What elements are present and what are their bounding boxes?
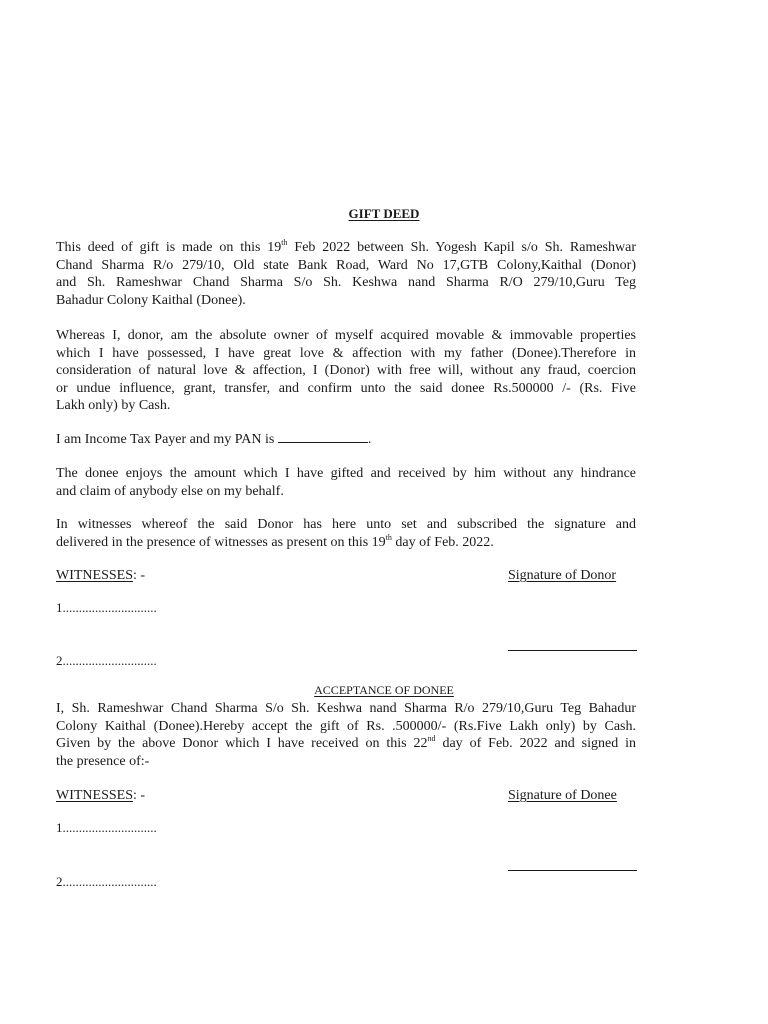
donor-signature-line xyxy=(508,650,637,651)
witnesses-row-donor: WITNESSES: - Signature of Donor xyxy=(56,568,617,583)
pan-statement: I am Income Tax Payer and my PAN is . xyxy=(56,432,372,447)
deed-paragraph-1: This deed of gift is made on this 19th Feb 2022 between Sh. Yogesh Kapil s/o Sh. Rameshwar Chand Sharma R/o 279/10, Old state Bank Road, Ward No 17,GTB Colony,Kaithal (Donor) and Sh. Rameshwar Chand Sharma S/o Sh. Keshwa nand Sharma R/O 279/10,Guru Teg Bahadur Colony Kaithal (Donee). xyxy=(56,238,636,308)
donee-signature-line xyxy=(508,870,637,871)
witness-line-1: 1............................. xyxy=(56,820,157,835)
witnesses-label: WITNESSES xyxy=(56,788,133,803)
acceptance-paragraph: I, Sh. Rameshwar Chand Sharma S/o Sh. Keshwa nand Sharma R/o 279/10,Guru Teg Bahadur Colony Kaithal (Donee).Hereby accept the gift of Rs. .500000/- (Rs.Five Lakh only) by Cash. Given by the above Donor which I have received on this 22nd day of Feb. 2022 and signed in the presence of:- xyxy=(56,701,636,769)
witnesses-label: WITNESSES xyxy=(56,568,133,583)
deed-paragraph-2: Whereas I, donor, am the absolute owner of myself acquired movable & immovable properties which I have possessed, I have great love & affection with my father (Donee).Therefore in consideration of natural love & affection, I (Donor) with free will, without any fraud, coercion or undue influence, grant, transfer, and confirm unto the said donee Rs.500000 /- (Rs. Five Lakh only) by Cash. xyxy=(56,328,636,413)
witness-line-1: 1............................. xyxy=(56,600,157,615)
witnesses-row-donee: WITNESSES: - Signature of Donee xyxy=(56,788,617,803)
acceptance-title: ACCEPTANCE OF DONEE xyxy=(314,683,454,697)
pan-blank-line xyxy=(278,431,368,443)
witness-line-2: 2............................. xyxy=(56,653,157,668)
witness-line-2: 2............................. xyxy=(56,874,157,889)
donee-signature-label: Signature of Donee xyxy=(508,788,617,803)
donor-signature-label: Signature of Donor xyxy=(508,568,617,583)
deed-paragraph-4: The donee enjoys the amount which I have gifted and received by him without any hindrance and claim of anybody else on my behalf. xyxy=(56,466,636,499)
document-title: GIFT DEED xyxy=(348,206,420,221)
deed-paragraph-5: In witnesses whereof the said Donor has here unto set and subscribed the signature and delivered in the presence of witnesses as present on this 19th day of Feb. 2022. xyxy=(56,517,636,550)
